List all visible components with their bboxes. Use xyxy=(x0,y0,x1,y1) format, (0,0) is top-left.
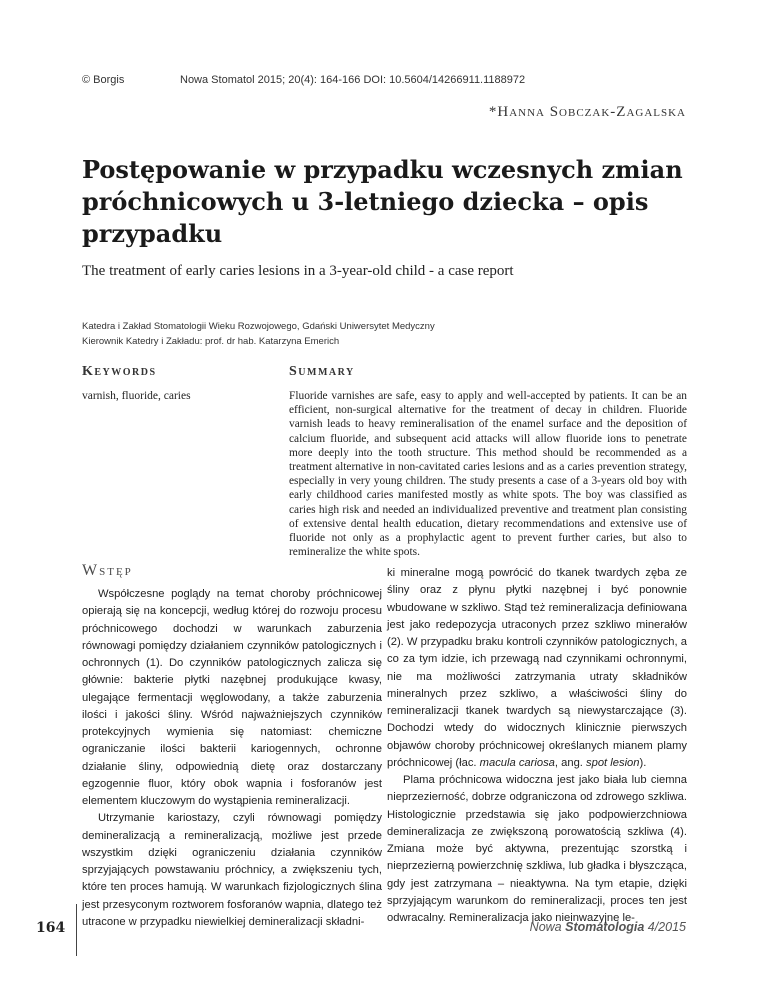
paragraph: Plama próchnicowa widoczna jest jako biała lub ciemna nieprzezierność, dobrze odgraniczona od zdrowego szkliwa. Histologicznie przedstawia się jako podpowierzchniowa demineralizacja ze zwiększoną porowatością szkliwa (4). Zmiana może być aktywna, prezentując szorstką i nieprzezierną powierzchnię szkliwa, lub gładka i błyszcząca, gdy jest zatrzymana – nieaktywna. Na tym etapie, dzięki sprzyjającym warunkom do remineralizacji, proces ten jest odwracalny. Remineralizacja jako nieinwazyjne le- xyxy=(387,774,687,924)
latin-term: macula cariosa xyxy=(479,756,555,769)
article-title: Postępowanie w przypadku wczesnych zmian próchnicowych u 3-letniego dziecka – opis przypadku xyxy=(82,155,683,248)
paragraph: Utrzymanie kariostazy, czyli równowagi pomiędzy demineralizacją a remineralizacją, możliwe jest przede wszystkim dzięki ograniczeniu działania czynników sprzyjających powstawaniu próchnicy, a zwiększeniu tych, które ten proces hamują. W warunkach fizjologicznych ślina jest przesyconym roztworem fosforanów wapnia, dlatego też utracone w przypadku niewielkiej demineralizacji składni- xyxy=(82,812,382,928)
keywords-heading: Keywords xyxy=(82,364,157,379)
keywords-text: varnish, fluoride, caries xyxy=(82,390,191,402)
department-head-line: Kierownik Katedry i Zakładu: prof. dr hab. Katarzyna Emerich xyxy=(82,336,340,347)
journal-footer xyxy=(530,920,686,934)
body-column-right xyxy=(387,565,687,927)
citation-line: Nowa Stomatol 2015; 20(4): 164-166 DOI: 10.5604/14266911.1188972 xyxy=(180,74,526,86)
author-name: *Hanna Sobczak-Zagalska xyxy=(488,104,686,120)
journal-prefix: Nowa xyxy=(529,920,566,934)
summary-heading: Summary xyxy=(289,364,355,379)
page-number: 164 xyxy=(36,920,66,936)
paragraph-text: ki mineralne mogą powrócić do tkanek twardych zęba ze śliny oraz z płynu płytki nazębnej i być ponownie wbudowane w szkliwo. Stąd też remineralizacja definiowana jest jako redepozycja utraconych przez szkliwo minerałów (2). W przypadku braku kontroli czynników patologicznych, a co za tym idzie, ich przewagą nad czynnikami ochronnymi, nie ma możliwości zatrzymania utraty składników mineralnych przez szkliwo, a właściwości śliny do remineralizacji tkanek twardych są niewystarczające (3). Dochodzi wtedy do widocznych klinicznie pierwszych objawów choroby próchnicowej określanych mianem plamy próchnicowej (łac. xyxy=(387,567,687,769)
paragraph xyxy=(387,565,687,772)
journal-name: Stomatologia xyxy=(565,920,645,934)
affiliation-line: Katedra i Zakład Stomatologii Wieku Rozwojowego, Gdański Uniwersytet Medyczny xyxy=(82,321,435,332)
summary-text: Fluoride varnishes are safe, easy to apply and well-accepted by patients. It can be an efficient, non-surgical alternative for the treatment of decay in children. Fluoride varnish leads to heavy remineralisation of the enamel surface and the deposition of calcium fluoride, and subsequent acid attacks will allow fluoride ions to penetrate more deeply into the tooth structure. This method should be recommended as a treatment alternative in non-cavitated caries lesions and as a caries prevention strategy, especially in very young children. The study presents a case of a 3-years old boy with early childhood caries manifested mostly as white spots. The boy was classified as caries high risk and needed an individualized preventive and treatment plan consisting of extensive dental health education, dietary recommendations and extensive use of fluoride not only as a prophylactic agent to prevent further caries, but also to remineralize the white spots. xyxy=(289,390,687,559)
paragraph-text: ). xyxy=(639,756,647,769)
article-subtitle: The treatment of early caries lesions in a 3-year-old child - a case report xyxy=(82,263,514,279)
publisher-label: © Borgis xyxy=(82,74,125,86)
paragraph-text: , ang. xyxy=(554,756,587,769)
footer-divider xyxy=(76,904,77,956)
section-heading: Wstęp xyxy=(82,562,133,579)
body-column-left xyxy=(82,586,382,931)
journal-issue: 4/2015 xyxy=(644,920,686,934)
english-term: spot lesion xyxy=(586,756,640,769)
paragraph: Współczesne poglądy na temat choroby próchnicowej opierają się na koncepcji, według której do rozwoju procesu próchnicowego dochodzi w warunkach zaburzenia równowagi pomiędzy działaniem czynników patologicznych i ochronnych (1). Do czynników patologicznych zalicza się głównie: bakterie płytki nazębnej produkujące kwasy, ulegające fermentacji węglowodany, a także zaburzenia ilości i jakości śliny. Wśród najważniejszych czynników protekcyjnych wymienia się natomiast: chemiczne ograniczanie ilości bakterii kariogennych, ochronne działanie śliny, odpowiednią dietę oraz dostarczany egzogennie fluor, który obok wapnia i fosforanów jest elementem kluczowym do wystąpienia remineralizacji. xyxy=(82,588,382,807)
